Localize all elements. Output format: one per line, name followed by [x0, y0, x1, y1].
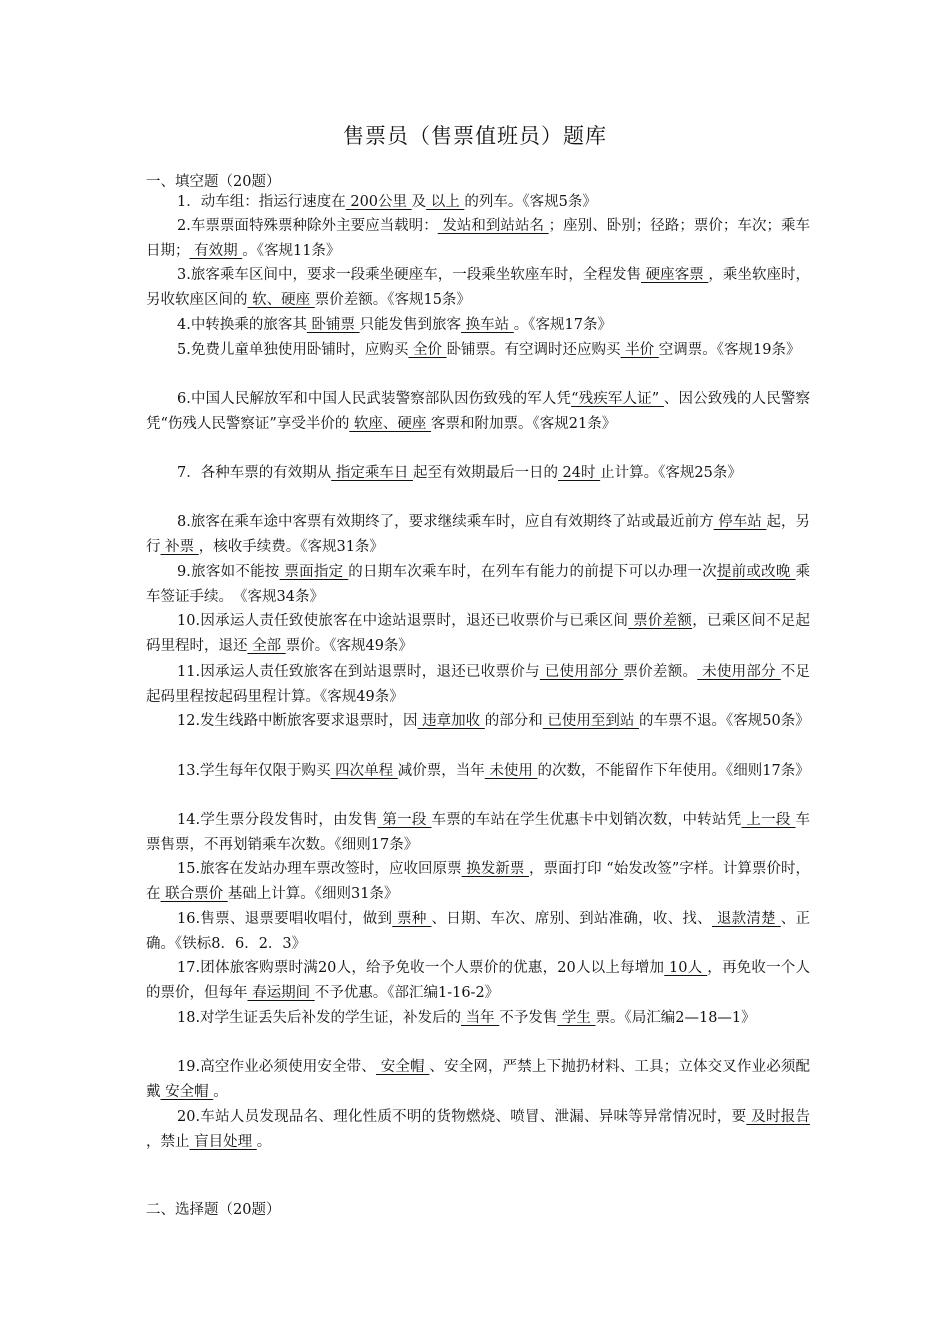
- answer-blank: 春运期间: [247, 984, 315, 1001]
- section-heading-multiple-choice: 二、选择题（20题）: [146, 1202, 281, 1218]
- question-18: [146, 1006, 810, 1031]
- question-text: 及: [411, 194, 427, 210]
- question-text: 15.旅客在发站办理车票改签时，应收回原票: [177, 861, 462, 877]
- question-text: 、因公致残的人民警察凭“伤残人民警察证”享受半价的: [146, 391, 810, 432]
- question-text: 13.学生每年仅限于购买: [177, 763, 331, 779]
- question-1: [146, 190, 810, 215]
- answer-blank: 以上: [426, 194, 465, 210]
- question-14: [146, 808, 810, 857]
- question-text: 。: [213, 1083, 228, 1100]
- question-text: 2.车票票面特殊票种除外主要应当载明：: [177, 218, 438, 234]
- question-text: 、安全网，严禁上下抛扔材料、工具；立体交叉作业必须配戴: [146, 1059, 811, 1100]
- question-text: 车票的车站在学生优惠卡中划销次数，中转站凭: [431, 812, 742, 828]
- question-text: 7．各种车票的有效期从: [177, 465, 332, 481]
- page-title: 售票员（售票值班员）题库: [343, 124, 607, 148]
- question-2: [146, 214, 810, 263]
- question-8: [146, 510, 810, 559]
- question-text: 空调票。《客规19条》: [658, 342, 801, 358]
- question-text: 20.车站人员发现品名、理化性质不明的货物燃烧、喷冒、泄漏、异味等异常情况时，要: [177, 1109, 747, 1125]
- answer-blank: “残疾军人证”: [571, 391, 664, 407]
- answer-blank: 停车站: [713, 514, 767, 530]
- answer-blank: 及时报告: [746, 1109, 810, 1125]
- question-10: [146, 609, 810, 658]
- question-text: ，禁止: [146, 1133, 190, 1150]
- answer-blank: 学生: [557, 1010, 596, 1026]
- question-text: 1．动车组：指运行速度在: [177, 194, 346, 210]
- question-text: 的列车。《客规5条》: [464, 194, 597, 210]
- question-text: 的日期车次乘车时，在列车有能力的前提下可以办理一次: [348, 564, 717, 580]
- answer-blank: 10人: [664, 960, 708, 976]
- question-text: 。《客规17条》: [513, 317, 612, 333]
- question-text: 卧铺票。有空调时还应购买: [446, 342, 621, 358]
- question-text: 不予发售: [499, 1010, 558, 1026]
- question-text: ，再免收一个人的票价，但每年: [146, 960, 810, 1001]
- answer-blank: 提前或改晚: [716, 564, 796, 580]
- question-3: [146, 263, 810, 312]
- answer-blank: 换发新票: [461, 861, 529, 877]
- question-4: [146, 313, 810, 338]
- answer-blank: 当年: [461, 1010, 500, 1026]
- answer-blank: 四次单程: [330, 763, 398, 779]
- question-text: 。: [256, 1133, 272, 1150]
- answer-blank: 安全帽: [375, 1059, 430, 1075]
- answer-blank: 未使用: [484, 763, 538, 779]
- question-text: 票价差额。《客规15条》: [314, 291, 471, 308]
- question-text: ；座别、卧别；径路；票价；车次；乘车日期；: [146, 218, 811, 259]
- answer-blank: 盲目处理: [189, 1133, 257, 1150]
- answer-blank: 软、硬座: [247, 291, 315, 308]
- answer-blank: 票价差额: [628, 613, 693, 629]
- answer-blank: 未使用部分: [697, 664, 781, 680]
- answer-blank: 票面指定: [279, 564, 349, 580]
- question-text: 票价差额。: [623, 664, 698, 680]
- question-text: 不予优惠。《部汇编1-16-2》: [314, 984, 500, 1001]
- question-16: [146, 907, 810, 956]
- answer-blank: 已使用至到站: [542, 713, 639, 729]
- question-text: 6.中国人民解放军和中国人民武装警察部队因伤致残的军人凭: [177, 391, 572, 407]
- question-6: [146, 387, 810, 436]
- answer-blank: 换车站: [461, 317, 514, 333]
- question-text: 8.旅客在乘车途中客票有效期终了，要求继续乘车时，应自有效期终了站或最近前方: [177, 514, 714, 530]
- question-11: [146, 660, 810, 709]
- answer-blank: 卧铺票: [306, 317, 360, 333]
- question-text: 3.旅客乘车区间中，要求一段乘坐硬座车，一段乘坐软座车时，全程发售: [177, 267, 642, 283]
- question-text: 9.旅客如不能按: [177, 564, 280, 580]
- question-20: [146, 1105, 810, 1154]
- answer-blank: 安全帽: [160, 1083, 214, 1100]
- question-text: 不足起码里程按起码里程计算。《客规49条》: [146, 664, 811, 705]
- question-text: ，乘坐软座时，另收软座区间的: [146, 267, 811, 308]
- question-text: 车票售票，不再划销乘车次数。《细则17条》: [146, 812, 811, 853]
- question-text: 10.因承运人责任致使旅客在中途站退票时，退还已收票价与已乘区间: [177, 613, 629, 629]
- answer-blank: 软座、硬座: [349, 415, 432, 432]
- question-17: [146, 956, 810, 1005]
- question-text: 票。《局汇编2—18—1》: [595, 1010, 756, 1026]
- question-19: [146, 1055, 810, 1104]
- question-text: 17.团体旅客购票时满20人，给予免收一个人票价的优惠，20人以上每增加: [177, 960, 665, 976]
- answer-blank: 硬座客票: [641, 267, 709, 283]
- question-text: 起至有效期最后一日的: [412, 465, 558, 481]
- question-text: 、日期、车次、席别、到站准确，收、找、: [431, 911, 712, 927]
- question-text: 12.发生线路中断旅客要求退票时，因: [177, 713, 418, 729]
- question-text: ，核收手续费。《客规31条》: [198, 538, 384, 555]
- answer-blank: 全部: [247, 637, 286, 654]
- question-text: 、正确。《铁标8．6．2．3》: [146, 911, 811, 952]
- question-text: ，已乘区间不足起码里程时，退还: [146, 613, 811, 654]
- question-text: 减价票，当年: [397, 763, 485, 779]
- question-text: 止计算。《客规25条》: [600, 465, 742, 481]
- answer-blank: 第一段: [377, 812, 432, 828]
- question-text: 只能发售到旅客: [359, 317, 462, 333]
- question-text: 18.对学生证丢失后补发的学生证，补发后的: [177, 1010, 462, 1026]
- question-text: 19.高空作业必须使用安全带、: [177, 1059, 376, 1075]
- question-7: [146, 461, 810, 486]
- answer-blank: 半价: [620, 342, 659, 358]
- question-13: [146, 759, 810, 784]
- question-text: 票价。《客规49条》: [285, 637, 413, 654]
- answer-blank: 200公里: [345, 194, 412, 210]
- answer-blank: 票种: [392, 911, 432, 927]
- question-text: 的部分和: [484, 713, 543, 729]
- question-text: 客票和附加票。《客规21条》: [431, 415, 617, 432]
- answer-blank: 联合票价: [160, 885, 228, 902]
- question-text: 14.学生票分段发售时，由发售: [177, 812, 378, 828]
- answer-blank: 指定乘车日: [331, 465, 413, 481]
- question-text: 。《客规11条》: [242, 242, 341, 259]
- question-text: 的次数，不能留作下年使用。《细则17条》: [537, 763, 810, 779]
- answer-blank: 退款清楚: [711, 911, 781, 927]
- question-text: 16.售票、退票要唱收唱付，做到: [177, 911, 393, 927]
- question-15: [146, 857, 810, 906]
- question-5: [146, 338, 810, 363]
- section-heading-fill-in: 一、填空题（20题）: [146, 174, 281, 190]
- question-text: 基础上计算。《细则31条》: [227, 885, 399, 902]
- question-text: 11.因承运人责任致旅客在到站退票时，退还已收票价与: [177, 664, 540, 680]
- answer-blank: 全价: [408, 342, 447, 358]
- question-text: 5.免费儿童单独使用卧铺时，应购买: [177, 342, 409, 358]
- question-12: [146, 709, 810, 734]
- question-text: 4.中转换乘的旅客其: [177, 317, 307, 333]
- question-9: [146, 560, 810, 609]
- answer-blank: 已使用部分: [539, 664, 624, 680]
- question-text: 的车票不退。《客规50条》: [639, 713, 810, 729]
- answer-blank: 补票: [160, 538, 199, 555]
- answer-blank: 发站和到站站名: [437, 218, 549, 234]
- answer-blank: 有效期: [189, 242, 243, 259]
- question-text: ，票面打印 “始发改签”字样。计算票价时，在: [146, 861, 811, 902]
- question-text: 乘车签证手续。 《客规34条》: [146, 564, 811, 605]
- answer-blank: 违章加收: [417, 713, 485, 729]
- answer-blank: 上一段: [741, 812, 796, 828]
- question-text: 起，另行: [146, 514, 810, 555]
- answer-blank: 24时: [557, 465, 601, 481]
